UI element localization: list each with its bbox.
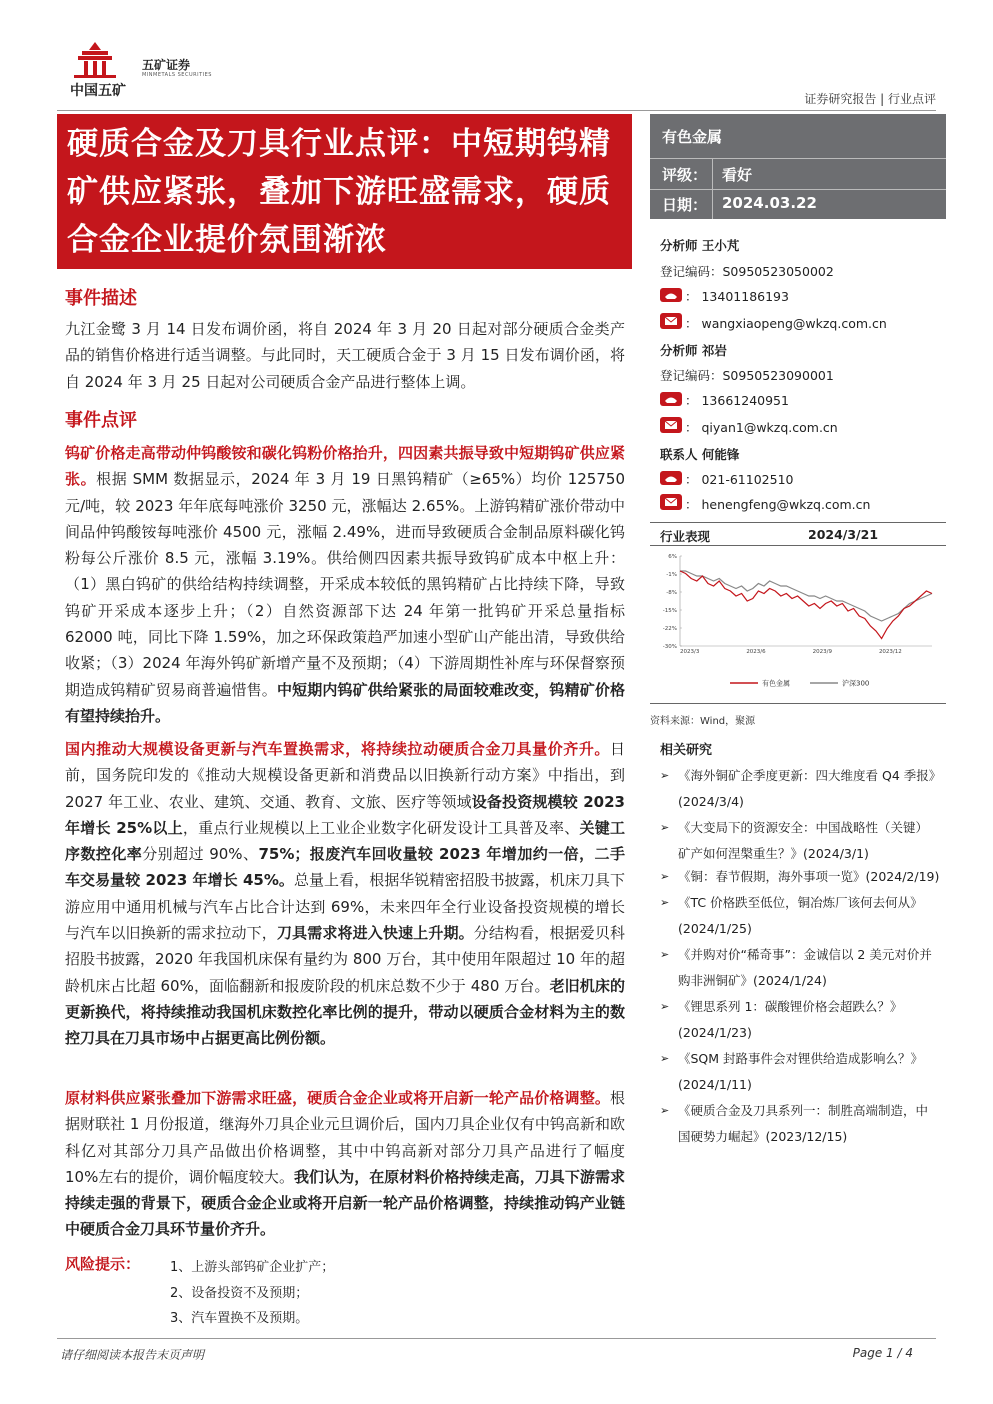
related-item[interactable]: ➢ 《并购对价“稀奇事”：金诚信以 2 美元对价并购非洲铜矿》(2024/1/24) <box>660 942 940 994</box>
phone-icon <box>660 471 682 485</box>
paragraph-emphasis: 设备投资规模较 2023 年增长 25%以上 <box>65 792 625 837</box>
perf-date: 2024/3/21 <box>808 527 879 542</box>
analyst-reg: 登记编码：S0950523090001 <box>660 368 834 383</box>
arrow-bullet-icon: ➢ <box>660 948 670 961</box>
paragraph-lead: 原材料供应紧张叠加下游需求旺盛，硬质合金企业或将开启新一轮产品价格调整。 <box>65 1089 610 1107</box>
paragraph-body: 日前，国务院印发的《推动大规模设备更新和消费品以旧换新行动方案》中指出，到 2027 年工业、农业、建筑、交通、教育、文旅、医疗等领域 <box>65 740 625 811</box>
y-tick-label: -15% <box>662 608 677 614</box>
company-logo <box>70 40 220 100</box>
related-item[interactable]: ➢ 《海外铜矿企季度更新：四大维度看 Q4 季报》(2024/3/4) <box>660 763 940 815</box>
report-type-label: 证券研究报告 | 行业点评 <box>804 92 936 106</box>
header-divider <box>57 110 936 111</box>
perf-label: 行业表现 <box>660 529 711 544</box>
paragraph-tungsten <box>65 440 625 729</box>
info-vertical-divider <box>712 158 713 219</box>
risk-label: 风险提示： <box>65 1255 141 1273</box>
paragraph-conclusion: 中短期内钨矿供给紧张的局面较难改变，钨精矿价格有望持续抬升。 <box>65 680 625 725</box>
perf-top-rule <box>650 522 946 523</box>
arrow-bullet-icon: ➢ <box>660 1000 670 1013</box>
arrow-bullet-icon: ➢ <box>660 1104 670 1117</box>
analyst-email-address[interactable]: wangxiaopeng@wkzq.com.cn <box>701 316 887 331</box>
event-description: 九江金鹭 3 月 14 日发布调价函，将自 2024 年 3 月 20 日起对部分硬质合金类产品的销售价格进行适当调整。与此同时，天工硬质合金于 3 月 15 日发布调价函，将自 2024 年 3 月 25 日起对公司硬质合金产品进行整体上调。 <box>65 320 625 391</box>
date-label: 日期： <box>662 196 708 214</box>
paragraph-conclusion: 老旧机床的更新换代，将持续推动我国机床数控化率比例的提升，带动以硬质合金材料为主的数控刀具在刀具市场中占据更高比例份额。 <box>65 976 625 1048</box>
paragraph-pricing <box>65 1085 625 1243</box>
sector-info-box <box>650 114 946 219</box>
chart-source: 资料来源：Wind，聚源 <box>650 716 756 727</box>
related-item[interactable]: ➢ 《TC 价格跌至低位，铜冶炼厂该何去何从》(2024/1/25) <box>660 890 940 942</box>
related-item[interactable]: ➢ 《锂思系列 1：碳酸锂价格会超跌么？》(2024/1/23) <box>660 994 940 1046</box>
page-number: Page 1 / 4 <box>852 1346 913 1360</box>
info-divider <box>650 189 946 190</box>
contact-name: 联系人 何能锋 <box>660 447 740 462</box>
arrow-bullet-icon: ➢ <box>660 896 670 909</box>
logo-subsidiary-name: 五矿证券 <box>142 58 191 72</box>
paragraph-body: 总量上看，根据华锐精密招股书披露，机床刀具下游应用中通用机械与汽车占比合计达到 69%，未来四年全行业设备投资规模的增长与汽车以旧换新的需求拉动下， <box>65 871 625 943</box>
analyst-phone: ： 13401186193 <box>685 289 789 304</box>
legend-label: 沪深300 <box>842 679 870 688</box>
contact-phone-number: 021-61102510 <box>701 472 794 487</box>
analyst-phone: ： 13661240951 <box>685 393 789 408</box>
series-line-csi300 <box>680 571 932 621</box>
analyst-reg: 登记编码：S0950523050002 <box>660 264 834 279</box>
perf-header-rule <box>650 545 946 546</box>
logo-group-name: 中国五矿 <box>70 83 126 99</box>
analyst-email[interactable]: ： wangxiaopeng@wkzq.com.cn <box>685 316 887 331</box>
date-row <box>662 194 817 215</box>
related-research-title: 相关研究 <box>660 743 713 758</box>
section-title-comment: 事件点评 <box>65 410 137 431</box>
perf-header <box>660 527 946 545</box>
paragraph-lead: 国内推动大规模设备更新与汽车置换需求，将持续拉动硬质合金刀具量价齐升。 <box>65 740 610 758</box>
contact-email-address[interactable]: henengfeng@wkzq.com.cn <box>701 497 871 512</box>
arrow-bullet-icon: ➢ <box>660 769 670 782</box>
logo-emblem-icon <box>70 40 120 80</box>
y-tick-label: 6% <box>668 554 677 560</box>
related-item[interactable]: ➢ 《SQM 封路事件会对锂供给造成影响么？》(2024/1/11) <box>660 1046 940 1098</box>
report-title: 硬质合金及刀具行业点评：中短期钨精矿供应紧张，叠加下游旺盛需求，硬质合金企业提价氛围渐浓 <box>67 126 611 258</box>
email-icon <box>660 417 682 433</box>
y-tick-label: -22% <box>662 626 677 632</box>
rating-label: 评级： <box>662 166 708 184</box>
email-icon <box>660 313 682 329</box>
section-title-event: 事件描述 <box>65 288 137 309</box>
paragraph-emphasis: 关键工序数控化率 <box>65 818 625 864</box>
x-tick-label: 2023/3 <box>680 649 700 655</box>
sector-name: 有色金属 <box>662 128 723 146</box>
paragraph-body: 分别超过 90%、 <box>142 845 259 864</box>
analyst-phone-number: 13661240951 <box>701 393 789 408</box>
arrow-bullet-icon: ➢ <box>660 870 670 883</box>
phone-icon <box>660 288 682 302</box>
analyst-email-address[interactable]: qiyan1@wkzq.com.cn <box>701 420 838 435</box>
email-icon <box>660 494 682 510</box>
paragraph-body: 分结构看，根据爱贝科招股书披露，2020 年我国机床保有量约为 800 万台，其中使用年限超过 10 年的超龄机床占比超 60%，面临翻新和报废阶段的机床总数不少于 480 万台。 <box>65 924 625 995</box>
related-item[interactable]: ➢ 《铜：春节假期，海外事项一览》(2024/2/19) <box>660 864 940 890</box>
y-tick-label: -8% <box>666 590 677 596</box>
title-banner <box>57 114 632 269</box>
paragraph-body: 根据 SMM 数据显示，2024 年 3 月 19 日黑钨精矿（≥65%）均价 125750 元/吨，较 2023 年年底每吨涨价 3250 元，涨幅达 2.65%。上游钨精矿涨价带动中间品仲钨酸铵每吨涨价 4500 元，涨幅 2.49%，进而导致硬质合金制品原料碳化钨粉每公斤涨价 8.5 元，涨幅 3.19%。供给侧四因素共振导致钨矿成本中枢上升：（1）黑白钨矿的供给结构持续调整，开采成本较低的黑钨精矿占比持续下降，导致钨矿开采成本逐步上升；（2）自然资源部下达 24 年第一批钨矿开采总量指标 62000 吨，同比下降 1.59%，加之环保政策趋严加速小型矿山产能出清，导致供给收紧；（3）2024 年海外钨矿新增产量不及预期；（4）下游周期性补库与环保督察预期造成钨精矿贸易商普遍惜售。 <box>65 470 625 699</box>
arrow-bullet-icon: ➢ <box>660 821 670 834</box>
risk-item: 3、汽车置换不及预期。 <box>170 1311 309 1326</box>
paragraph-body: 根据财联社 1 月份报道，继海外刀具企业元旦调价后，国内刀具企业仅有中钨高新和欧科亿对其部分刀具产品做出价格调整，其中中钨高新对部分刀具产品进行了幅度 10%左右的提价，调价幅度较大。 <box>65 1089 625 1186</box>
arrow-bullet-icon: ➢ <box>660 1052 670 1065</box>
x-tick-label: 2023/9 <box>812 649 832 655</box>
paragraph-conclusion: 我们认为，在原材料价格持续走高，刀具下游需求持续走强的背景下，硬质合金企业或将开启新一轮产品价格调整，持续推动钨产业链中硬质合金刀具环节量价齐升。 <box>65 1167 625 1239</box>
date-value: 2024.03.22 <box>722 194 817 212</box>
footer-disclaimer: 请仔细阅读本报告末页声明 <box>60 1348 205 1362</box>
y-tick-label: -1% <box>666 572 677 578</box>
perf-bottom-rule <box>650 703 946 704</box>
info-divider <box>650 158 946 159</box>
paragraph-body: ，重点行业规模以上工业企业数字化研发设计工具普及率、 <box>182 818 580 837</box>
paragraph-lead: 钨矿价格走高带动仲钨酸铵和碳化钨粉价格抬升，四因素共振导致中短期钨矿供应紧张。 <box>65 444 625 489</box>
analyst-name: 分析师 祁岩 <box>660 343 727 358</box>
legend-label: 有色金属 <box>762 679 790 688</box>
industry-performance-chart <box>650 548 946 698</box>
paragraph-emphasis: 刀具需求将进入快速上升期。 <box>276 924 474 943</box>
x-tick-label: 2023/12 <box>878 649 902 655</box>
analyst-phone-number: 13401186193 <box>701 289 789 304</box>
related-item[interactable]: ➢ 《大变局下的资源安全：中国战略性（关键）矿产如何涅槃重生？》(2024/3/1) <box>660 815 940 867</box>
x-tick-label: 2023/6 <box>746 649 766 655</box>
contact-phone: ： 021-61102510 <box>685 472 794 487</box>
analyst-name: 分析师 王小芃 <box>660 238 740 253</box>
rating-value: 看好 <box>722 166 753 184</box>
risk-item: 1、上游头部钨矿企业扩产； <box>170 1260 335 1275</box>
risk-item: 2、设备投资不及预期； <box>170 1286 309 1301</box>
series-line-nonferrous <box>680 571 932 639</box>
footer-divider <box>57 1338 936 1339</box>
contact-email[interactable]: ： henengfeng@wkzq.com.cn <box>685 497 871 512</box>
analyst-email[interactable]: ： qiyan1@wkzq.com.cn <box>685 420 838 435</box>
paragraph-emphasis: 75%；报废汽车回收量较 2023 年增加约一倍，二手车交易量较 2023 年增长 45%。 <box>65 845 625 890</box>
paragraph-equipment <box>65 736 625 1052</box>
rating-row <box>662 164 753 185</box>
related-item[interactable]: ➢ 《硬质合金及刀具系列一：制胜高端制造，中国硬势力崛起》(2023/12/15) <box>660 1098 940 1150</box>
y-tick-label: -30% <box>662 644 677 650</box>
logo-english-name: MINMETALS SECURITIES <box>142 72 212 78</box>
phone-icon <box>660 392 682 406</box>
